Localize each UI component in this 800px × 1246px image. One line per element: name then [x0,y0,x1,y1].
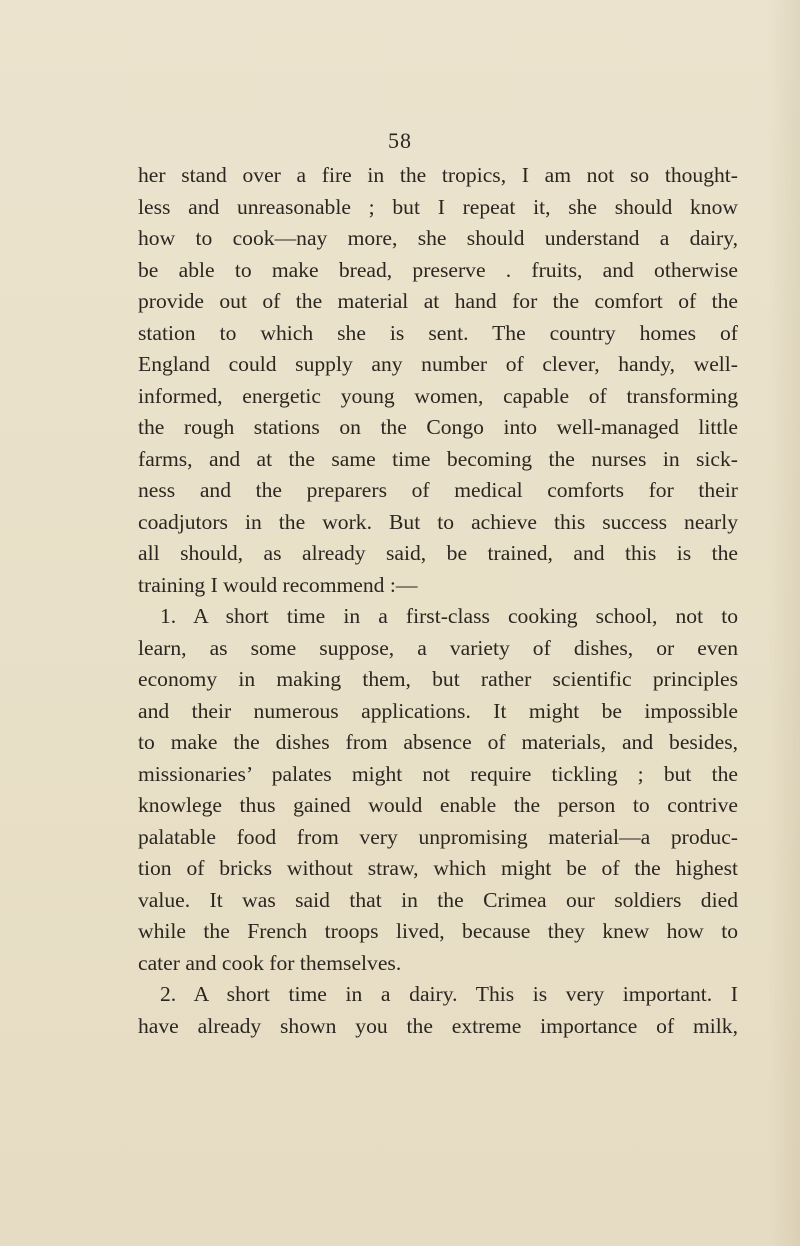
text-line: station to which she is sent. The country homes of [138,320,738,345]
text-line: economy in making them, but rather scientific principles [138,667,738,691]
text-line: cater and cook for themselves. [138,950,402,975]
text-line: palatable food from very unpromising material—a produc- [138,824,738,849]
text-line: coadjutors in the work. But to achieve this success nearly [138,509,738,534]
text-line: England could supply any number of clever, handy, well- [138,352,738,376]
text-line: 1. A short time in a first-class cooking school, not to [160,604,738,628]
text-line: to make the dishes from absence of materials, and besides, [138,730,738,754]
text-line: farms, and at the same time becoming the nurses in sick- [138,446,738,471]
text-line: all should, as already said, be trained, and this is the [138,541,738,565]
text-line: have already shown you the extreme importance of milk, [138,1013,738,1038]
text-line: learn, as some suppose, a variety of dishes, or even [138,635,738,660]
text-line: and their numerous applications. It might be impossible [138,698,738,723]
text-line: her stand over a fire in the tropics, I am not so thought- [138,163,738,187]
text-line: 2. A short time in a dairy. This is very important. I [160,982,738,1006]
text-line: how to cook—nay more, she should understand a dairy, [138,226,738,250]
text-line: the rough stations on the Congo into well-managed little [138,415,738,439]
body-text [138,160,738,1042]
text-line: tion of bricks without straw, which might be of the highest [138,856,738,880]
text-line: value. It was said that in the Crimea our soldiers died [138,887,738,912]
text-line: less and unreasonable ; but I repeat it, she should know [138,194,738,219]
text-line: missionaries’ palates might not require tickling ; but the [138,761,738,786]
text-line: knowlege thus gained would enable the person to contrive [138,793,738,817]
text-line: informed, energetic young women, capable of transforming [138,383,738,408]
text-line: training I would recommend :— [138,572,418,597]
page-number: 58 [388,128,412,153]
text-line: be able to make bread, preserve . fruits, and otherwise [138,257,738,282]
text-line: ness and the preparers of medical comforts for their [138,478,738,502]
text-line: provide out of the material at hand for the comfort of the [138,289,738,313]
text-line: while the French troops lived, because they knew how to [138,919,738,943]
